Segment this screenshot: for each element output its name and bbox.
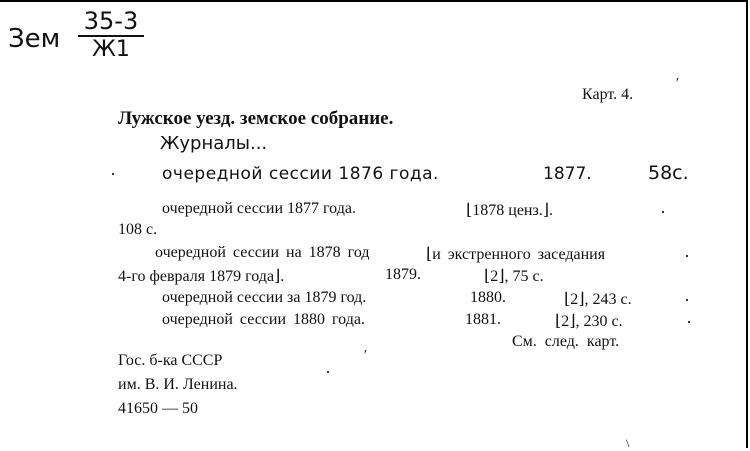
entry-1878-copies-count: 2 [490, 268, 499, 285]
entry-1878-copies: ⌊2⌋, 75 с. [484, 268, 544, 285]
entry-1877-year-text: 1878 ценз. [472, 202, 543, 219]
speck-mark: · [110, 164, 116, 184]
entry-1878-date: 4-го февраля 1879 года⌋. [118, 268, 285, 285]
library-stamp-line1: Гос. б-ка СССР [118, 352, 223, 369]
pen-tick-mark: ′ [676, 76, 680, 91]
entry-1877-text: очередной сессии 1877 года. [162, 200, 356, 217]
entry-1877-pages: 108 с. [118, 221, 158, 238]
speck-mark: · [684, 246, 690, 266]
speck-mark: · [660, 202, 666, 222]
entry-1880-copies-count: 2 [561, 313, 570, 330]
handwritten-year-1877: 1877. [543, 164, 592, 184]
library-stamp-line3: 41650 — 50 [118, 400, 198, 417]
entry-1878-year: 1879. [385, 266, 421, 283]
entry-1880-pages: , 230 с. [575, 313, 623, 330]
handwritten-pages-58: 58с. [648, 162, 689, 184]
shelfmark-fraction [78, 8, 144, 61]
speck-mark: · [325, 362, 331, 382]
entry-1879-pages: , 243 с. [584, 291, 632, 308]
entry-1878-extra: ⌊и экстренного заседания [426, 246, 606, 263]
pen-tick-mark: ′ [364, 348, 368, 363]
see-next-card: См. след. карт. [512, 333, 620, 350]
entry-1879-copies: ⌊2⌋, 243 с. [564, 291, 632, 308]
pen-tick-mark: \ [626, 436, 630, 450]
entry-1880-year: 1881. [465, 311, 501, 328]
card-title: Лужское уезд. земское собрание. [118, 108, 394, 129]
card-subtitle: Журналы... [160, 133, 268, 154]
entry-1880-copies: ⌊2⌋, 230 с. [555, 313, 623, 330]
library-stamp-line2: им. В. И. Ленина. [118, 376, 238, 393]
entry-1878-extra-text: и экстренного заседания [432, 246, 606, 263]
entry-1879-year: 1880. [470, 289, 506, 306]
entry-1877-year: ⌊1878 ценз.⌋. [466, 202, 554, 219]
entry-1879-copies-count: 2 [570, 291, 579, 308]
entry-1879-text: очередной сессии за 1879 год. [162, 289, 367, 306]
shelfmark-prefix: Зем [8, 24, 61, 54]
speck-mark: · [684, 290, 690, 310]
speck-mark: · [686, 312, 692, 332]
handwritten-session-1876: очередной сессии 1876 года. [162, 164, 439, 184]
shelfmark-numerator: 35-3 [83, 7, 139, 35]
entry-1880-text: очередной сессии 1880 года. [162, 311, 365, 328]
entry-1878-date-text: 4-го февраля 1879 года [118, 268, 275, 285]
entry-1878-text: очередной сессии на 1878 год [155, 244, 370, 261]
shelfmark-denominator: Ж1 [92, 37, 130, 62]
entry-1878-pages: , 75 с. [504, 268, 544, 285]
card-number: Карт. 4. [582, 86, 634, 103]
